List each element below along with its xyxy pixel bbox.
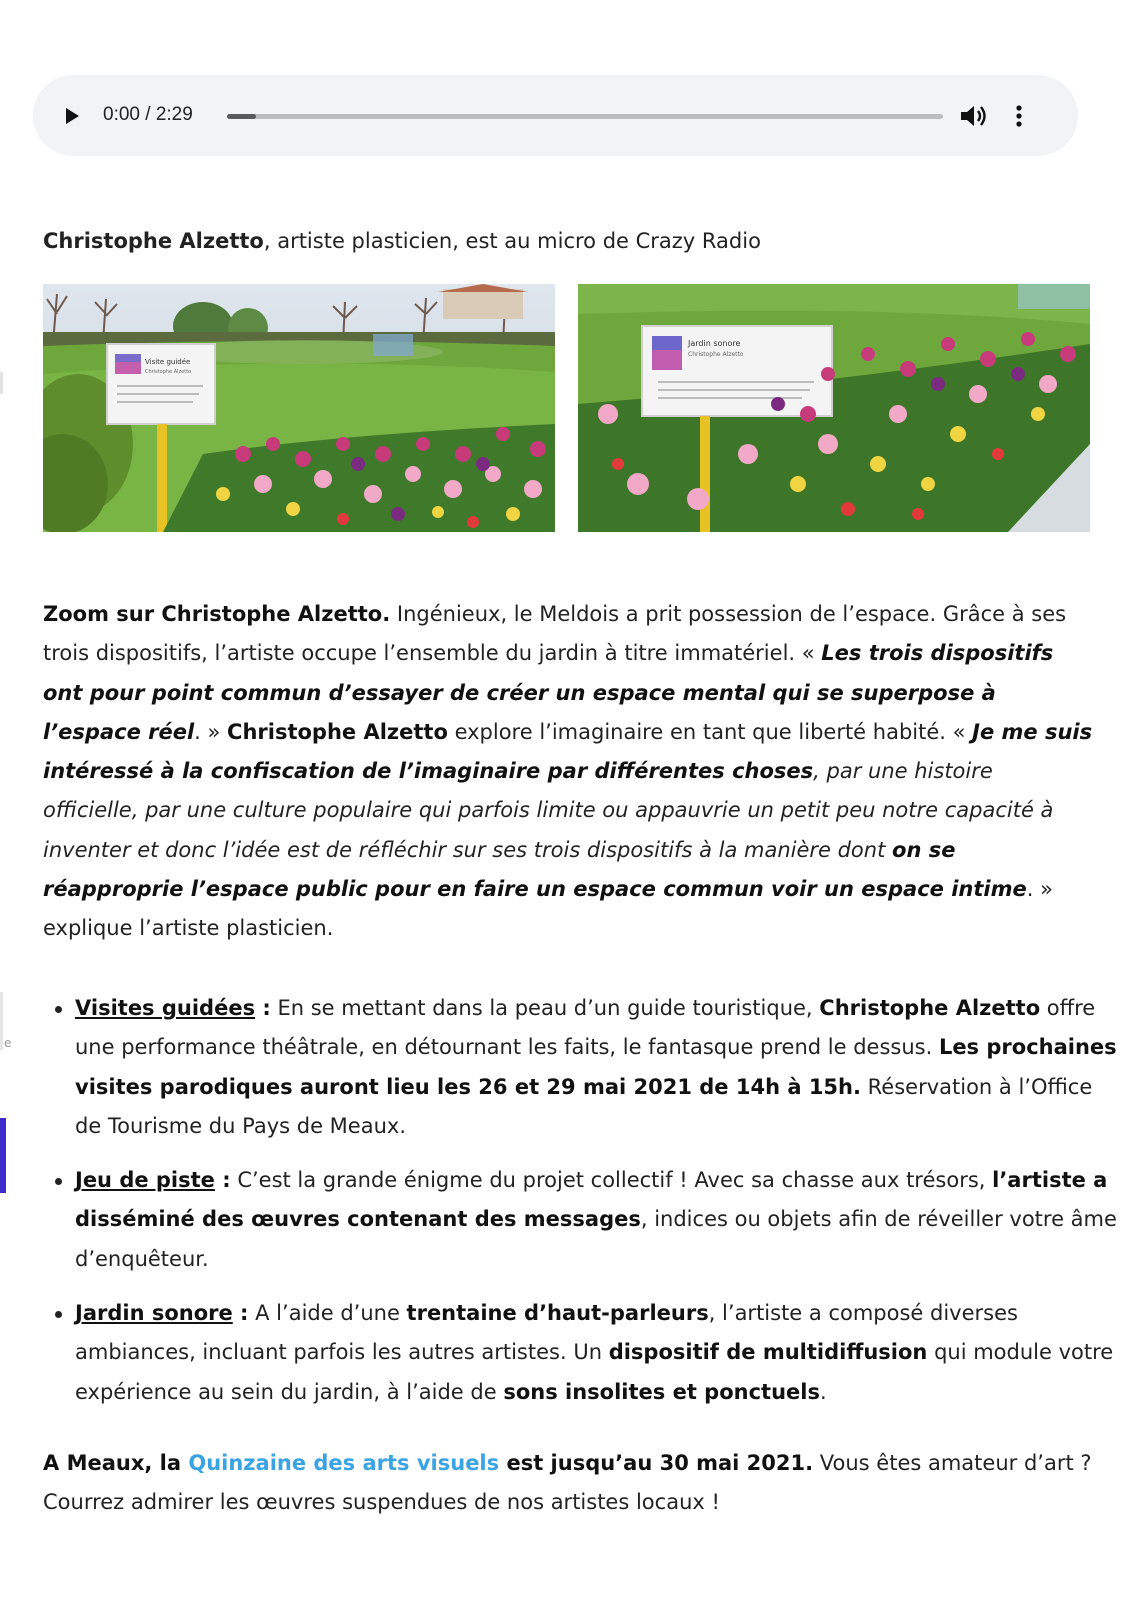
more-options-icon[interactable]	[1008, 102, 1030, 130]
closing-paragraph	[43, 1444, 1093, 1523]
sign-title: Jardin sonore	[688, 339, 741, 348]
item-colon: :	[214, 1168, 231, 1193]
audio-progress-slider[interactable]	[227, 114, 943, 119]
intro-lead: Zoom sur Christophe Alzetto.	[43, 602, 391, 626]
visites-guidees-link[interactable]: Visites guidées	[75, 996, 256, 1020]
closing-text: Vous êtes amateur d’art ? Courrez admirer les œuvres suspendues de nos artistes locaux !	[43, 1451, 1092, 1515]
item-colon: :	[232, 1301, 249, 1326]
caption-text: , artiste plasticien, est au micro de Crazy Radio	[263, 229, 761, 253]
item-text: Réservation à l’Office de Tourisme du Pays de Meaux.	[75, 1074, 1093, 1138]
intro-quote-4: on se réapproprie l’espace public pour en faire un espace commun voir un espace intime	[43, 837, 1027, 902]
item-text: offre une performance théâtrale, en détournant les faits, le fantasque prend le dessus.	[75, 996, 1096, 1060]
item-text: En se mettant dans la peau d’un guide touristique,	[270, 996, 820, 1020]
intro-artist-name: Christophe Alzetto	[227, 719, 448, 744]
intro-quote-2: Je me suis intéressé à la confiscation de l’imaginaire par différentes choses	[43, 719, 1093, 784]
item-text: , indices ou objets afin de réveiller votre âme d’enquêteur.	[75, 1207, 1117, 1271]
item-text: qui module votre expérience au sein du jardin, à l’aide de	[75, 1340, 1114, 1404]
intro-text: Ingénieux, le Meldois a prit possession de l’espace. Grâce à ses trois dispositifs, l’artiste occupe l’ensemble du jardin à titre immatériel. «	[43, 602, 1067, 666]
audio-player	[33, 75, 1078, 156]
sign-title: Visite guidée	[145, 358, 191, 366]
play-icon[interactable]	[57, 103, 83, 129]
audio-time-display: 0:00 / 2:29	[103, 104, 193, 125]
garden-photo-jardin-sonore	[578, 284, 1090, 532]
list-item-visites-guidees	[75, 989, 1122, 1146]
left-edge-artifact	[0, 992, 3, 1050]
jeu-de-piste-link[interactable]: Jeu de piste	[75, 1168, 215, 1193]
list-item-jardin-sonore	[75, 1294, 1122, 1412]
left-edge-artifact	[0, 372, 3, 394]
list-item-jeu-de-piste	[75, 1161, 1122, 1279]
item-bold: Christophe Alzetto	[819, 996, 1041, 1020]
volume-icon[interactable]	[959, 102, 989, 130]
item-bold: l’artiste a disséminé des œuvres contenant des messages	[75, 1168, 1108, 1232]
intro-text: . »	[194, 719, 228, 744]
item-bold: Les prochaines visites parodiques auront lieu les 26 et 29 mai 2021 de 14h à 15h.	[75, 1035, 1117, 1099]
sign-subtitle: Christophe Alzetto	[688, 351, 744, 358]
item-bold: dispositif de multidiffusion	[608, 1340, 928, 1365]
garden-photo-visite-guidee	[43, 284, 555, 532]
intro-quote-1: Les trois dispositifs ont pour point commun d’essayer de créer un espace mental qui se superpose à l’espace réel	[43, 641, 1054, 744]
item-bold: sons insolites et ponctuels	[503, 1379, 820, 1404]
jardin-sonore-link[interactable]: Jardin sonore	[75, 1301, 233, 1326]
closing-bold: A Meaux, la	[43, 1451, 189, 1475]
item-text: , l’artiste a composé diverses ambiances, incluant parfois les autres artistes. Un	[75, 1301, 1018, 1365]
closing-bold: est jusqu’au 30 mai 2021.	[499, 1451, 814, 1475]
intro-paragraph	[43, 595, 1093, 949]
item-text: C’est la grande énigme du projet collectif ! Avec sa chasse aux trésors,	[230, 1168, 993, 1193]
left-edge-accent-bar	[0, 1118, 6, 1193]
intro-text: explore l’imaginaire en tant que liberté habité. «	[447, 719, 973, 744]
left-edge-glyph: e	[4, 1036, 12, 1050]
audio-progress-fill	[227, 114, 256, 119]
intro-text: . » explique l’artiste plasticien.	[43, 877, 1053, 941]
item-text: A l’aide d’une	[248, 1301, 407, 1326]
item-text: .	[819, 1379, 827, 1404]
caption-artist-name: Christophe Alzetto	[43, 229, 264, 253]
item-bold: trentaine d’haut-parleurs	[406, 1301, 709, 1326]
quinzaine-arts-visuels-link[interactable]: Quinzaine des arts visuels	[188, 1451, 500, 1475]
sign-subtitle: Christophe Alzetto	[145, 369, 192, 375]
item-colon: :	[255, 996, 271, 1020]
intro-quote-3: , par une histoire officielle, par une culture populaire qui parfois limite ou appauvrie un petit peu notre capacité à inventer et donc l’idée est de réfléchir sur ses trois dispositifs à la manière dont	[43, 759, 1054, 862]
audio-caption	[43, 226, 761, 256]
dispositifs-list	[43, 989, 1122, 1427]
